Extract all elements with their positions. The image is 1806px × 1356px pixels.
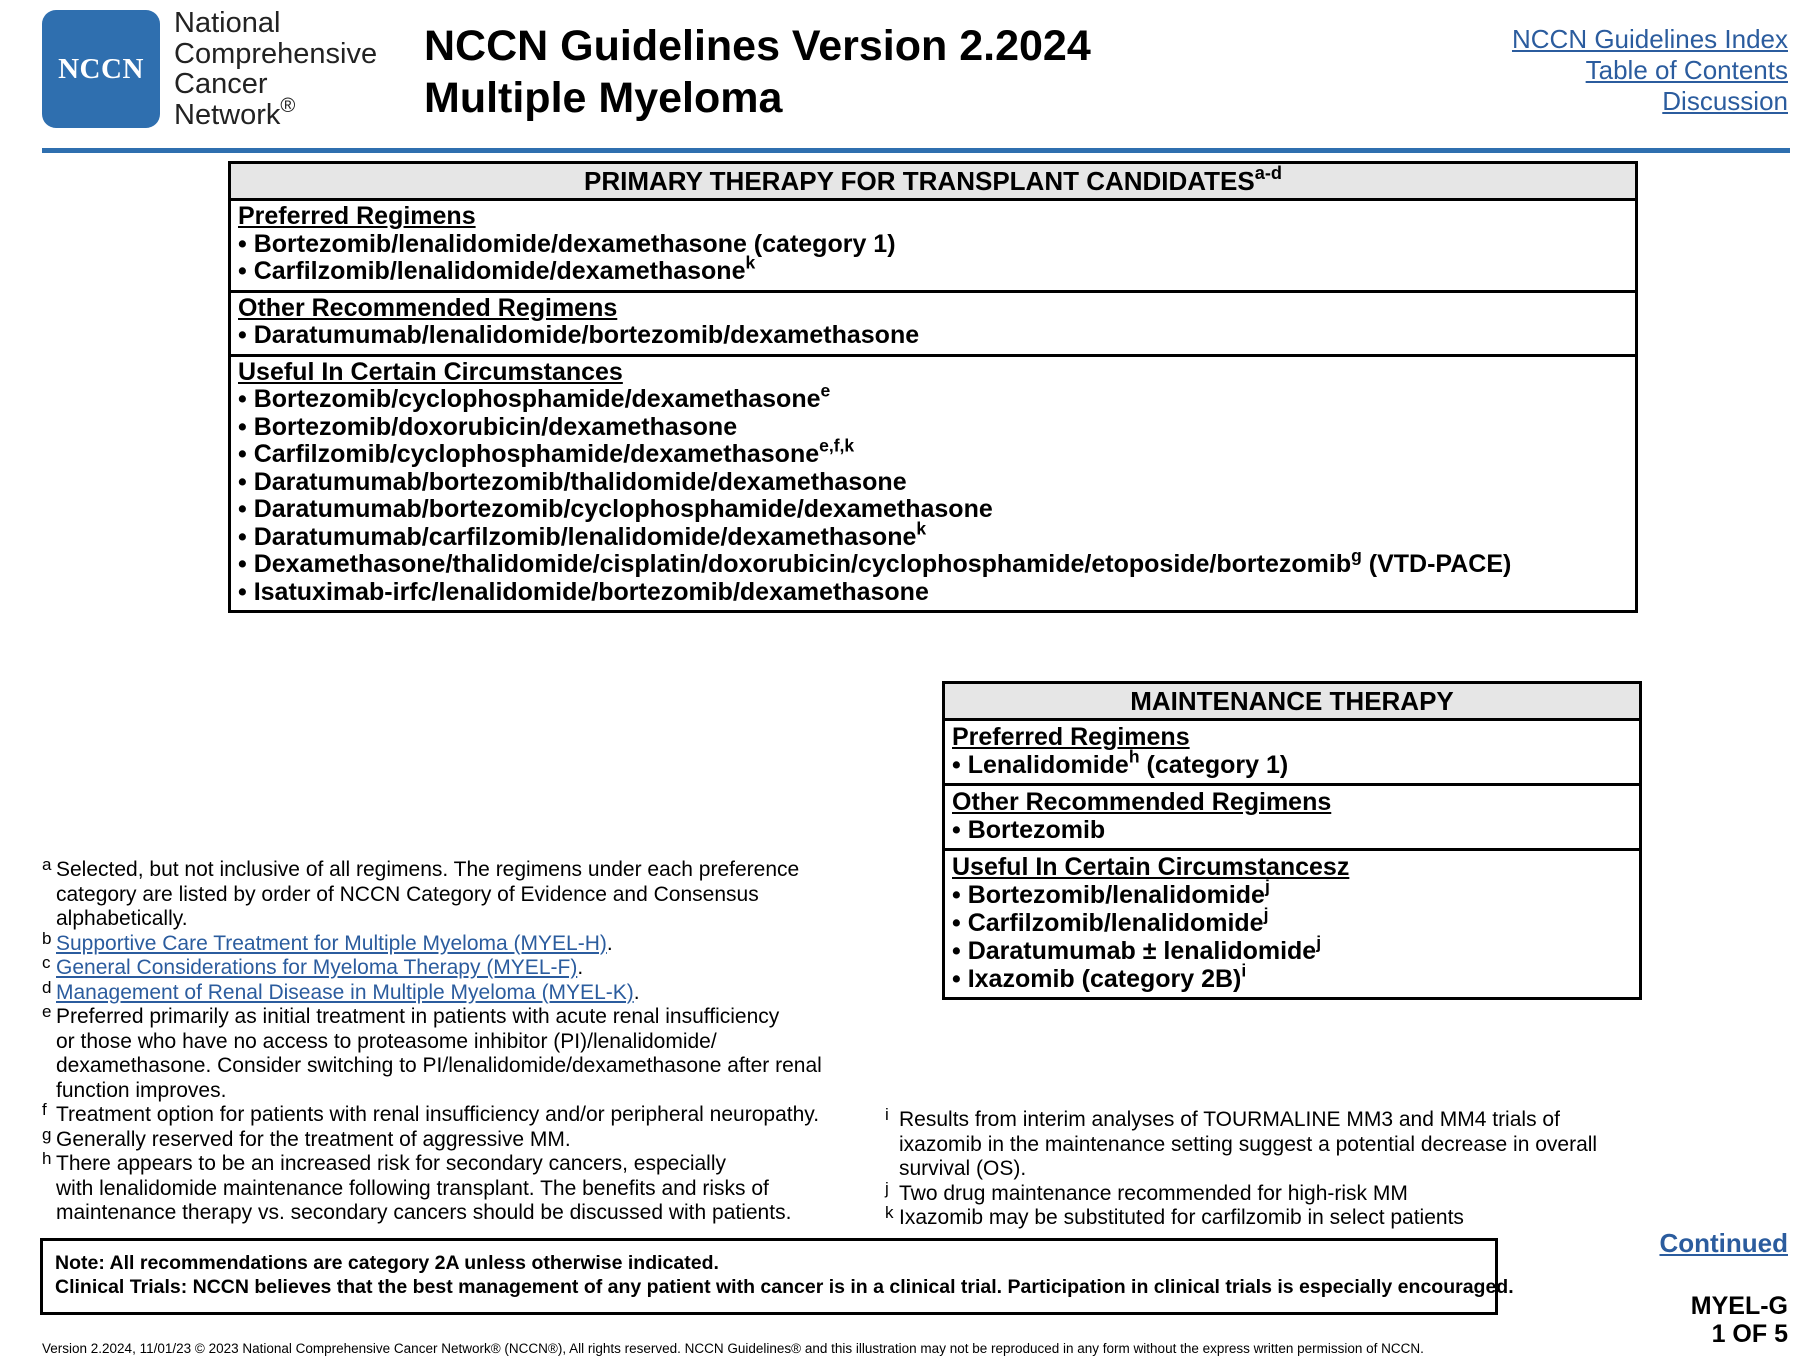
regimen-item: • Carfilzomib/lenalidomide$^j$ [952,904,1269,937]
section-title: Preferred Regimens [238,202,476,230]
clinical-trials-note: Clinical Trials: NCCN believes that the best management of any patient with cancer is in a clinical trial. Participation in clinical trials is especially encouraged. [55,1276,1514,1298]
footnote-letter: b [42,928,52,948]
footnote-letter: c [42,953,51,972]
regimen-item: • Bortezomib/doxorubicin/dexamethasone [238,412,738,441]
footnotes-left [42,855,892,1226]
section-title: Useful In Certain Circumstances [238,357,623,386]
primary-therapy-table [228,161,1638,613]
footnote: i Results from interim analyses of TOURMALINE MM3 and MM4 trials of ixazomib in the maintenance setting suggest a potential decrease in overall survival (OS). [885,1105,1598,1180]
regimen-item: • Bortezomib/lenalidomide/dexamethasone (category 1) [238,229,896,258]
note-line: Note: All recommendations are category 2A unless otherwise indicated. [55,1252,719,1274]
footnote: b Supportive Care Treatment for Multiple Myeloma (MYEL-H). [42,928,613,955]
continued-link[interactable]: Continued [1659,1228,1788,1258]
footnote-letter: i [885,1105,889,1124]
org-name-line: Comprehensive [174,37,378,70]
footnote-letter: a [42,855,52,874]
footnote: e Preferred primarily as initial treatment in patients with acute renal insufficiency or those who have no access to proteasome inhibitor (PI)/lenalidomide/ dexamethasone. Consider switching to PI/lenalidomide/dexamethasone after renal function improves. [42,1002,822,1102]
regimen-item: • Daratumumab/bortezomib/cyclophosphamide/dexamethasone [238,495,993,523]
footnote-letter: j [885,1178,889,1198]
regimen-item: • Dexamethasone/thalidomide/cisplatin/doxorubicin/cyclophosphamide/etoposide/bortezomib$^g$ (VTD-PACE) [238,545,1512,578]
section-title: Preferred Regimens [952,723,1190,751]
regimen-item: • Isatuximab-irfc/lenalidomide/bortezomib/dexamethasone [238,577,929,606]
maintenance-therapy-heading: MAINTENANCE THERAPY [945,684,1639,721]
footnote-letter: d [42,977,52,997]
header-divider [42,148,1790,153]
regimen-item: • Carfilzomib/cyclophosphamide/dexamethasone$^{e,f,k}$ [238,435,855,468]
regimen-item: • Bortezomib/cyclophosphamide/dexamethasone$^e$ [238,380,831,413]
footnote-letter: e [42,1002,52,1021]
regimen-item: • Bortezomib [952,816,1106,844]
org-name-line: Network® [174,94,296,131]
regimen-item: • Lenalidomide$^h$ (category 1) [952,746,1289,779]
regimen-item: • Carfilzomib/lenalidomide/dexamethasone$^k$ [238,252,756,285]
heading-footnote-ref: a-d [1254,163,1282,184]
renal-disease-link[interactable]: Management of Renal Disease in Multiple Myeloma (MYEL-K) [56,980,634,1004]
useful-circumstances-section [945,851,1639,997]
nccn-logo [42,10,160,128]
logo-text: NCCN [58,52,144,85]
regimen-item: • Bortezomib/lenalidomide$^j$ [952,876,1270,909]
table-of-contents-link[interactable]: Table of Contents [1585,55,1788,85]
regimen-item: • Daratumumab/carfilzomib/lenalidomide/dexamethasone$^k$ [238,518,927,551]
maintenance-therapy-table [942,681,1642,1000]
guideline-topic-title: Multiple Myeloma [424,74,783,122]
navigation-links [1512,24,1788,117]
regimen-item: • Daratumumab ± lenalidomide$^j$ [952,932,1322,965]
note-box [40,1238,1514,1315]
regimen-item: • Daratumumab/lenalidomide/bortezomib/dexamethasone [238,321,920,349]
registered-mark: ® [280,94,296,117]
other-recommended-section [945,786,1639,851]
guidelines-index-link[interactable]: NCCN Guidelines Index [1511,24,1788,54]
primary-therapy-heading: PRIMARY THERAPY FOR TRANSPLANT CANDIDATES$^{a-d}$ [231,164,1635,201]
section-title: Other Recommended Regimens [952,788,1332,816]
footnote: c General Considerations for Myeloma Therapy (MYEL-F). [42,953,584,979]
useful-circumstances-section [231,357,1635,611]
page-title [424,20,1091,124]
footnote: d Management of Renal Disease in Multiple Myeloma (MYEL-K). [42,977,640,1004]
other-recommended-section [231,293,1635,357]
org-name-line: National [174,7,281,39]
footnote-letter: g [42,1124,52,1144]
section-title: Other Recommended Regimens [238,293,618,322]
org-name-line: Cancer [174,68,268,100]
footnote: k Ixazomib may be substituted for carfilzomib in select patients [885,1203,1464,1229]
regimen-item: • Ixazomib (category 2B)$^i$ [952,960,1247,993]
footnote: a Selected, but not inclusive of all regimens. The regimens under each preference category are listed by order of NCCN Category of Evidence and Consensus alphabetically. [42,855,800,930]
regimen-item: • Daratumumab/bortezomib/thalidomide/dexamethasone [238,467,907,496]
footnote-letter: f [42,1100,47,1119]
preferred-regimens-section [945,721,1639,786]
footnote: f Treatment option for patients with renal insufficiency and/or peripheral neuropathy. [42,1100,820,1126]
footnote-letter: h [42,1149,52,1168]
general-considerations-link[interactable]: General Considerations for Myeloma Therapy (MYEL-F) [56,956,578,979]
footnote-letter: k [885,1203,894,1222]
guideline-version-title: NCCN Guidelines Version 2.2024 [424,22,1091,70]
page-number: 1 OF 5 [1711,1320,1788,1348]
discussion-link[interactable]: Discussion [1662,86,1788,116]
footnote: g Generally reserved for the treatment of aggressive MM. [42,1124,571,1151]
page-code-id: MYEL-G [1690,1292,1788,1320]
footnote: h There appears to be an increased risk for secondary cancers, especially with lenalidomide maintenance following transplant. The benefits and risks of maintenance therapy vs. secondary cancers should be discussed with patients. [42,1149,792,1224]
copyright-notice: Version 2.2024, 11/01/23 © 2023 National Comprehensive Cancer Network® (NCCN®), All rights reserved. NCCN Guidelines® and this illustration may not be reproduced in any form without the express written permission of NCCN. [42,1341,1424,1356]
footnote: j Two drug maintenance recommended for high-risk MM [885,1178,1408,1205]
preferred-regimens-section [231,201,1635,293]
organization-name [174,8,377,130]
footnotes-right [885,1105,1655,1231]
page-code [1691,1292,1788,1348]
section-title: Useful In Certain Circumstancesz [952,853,1350,881]
supportive-care-link[interactable]: Supportive Care Treatment for Multiple Myeloma (MYEL-H) [56,931,607,955]
